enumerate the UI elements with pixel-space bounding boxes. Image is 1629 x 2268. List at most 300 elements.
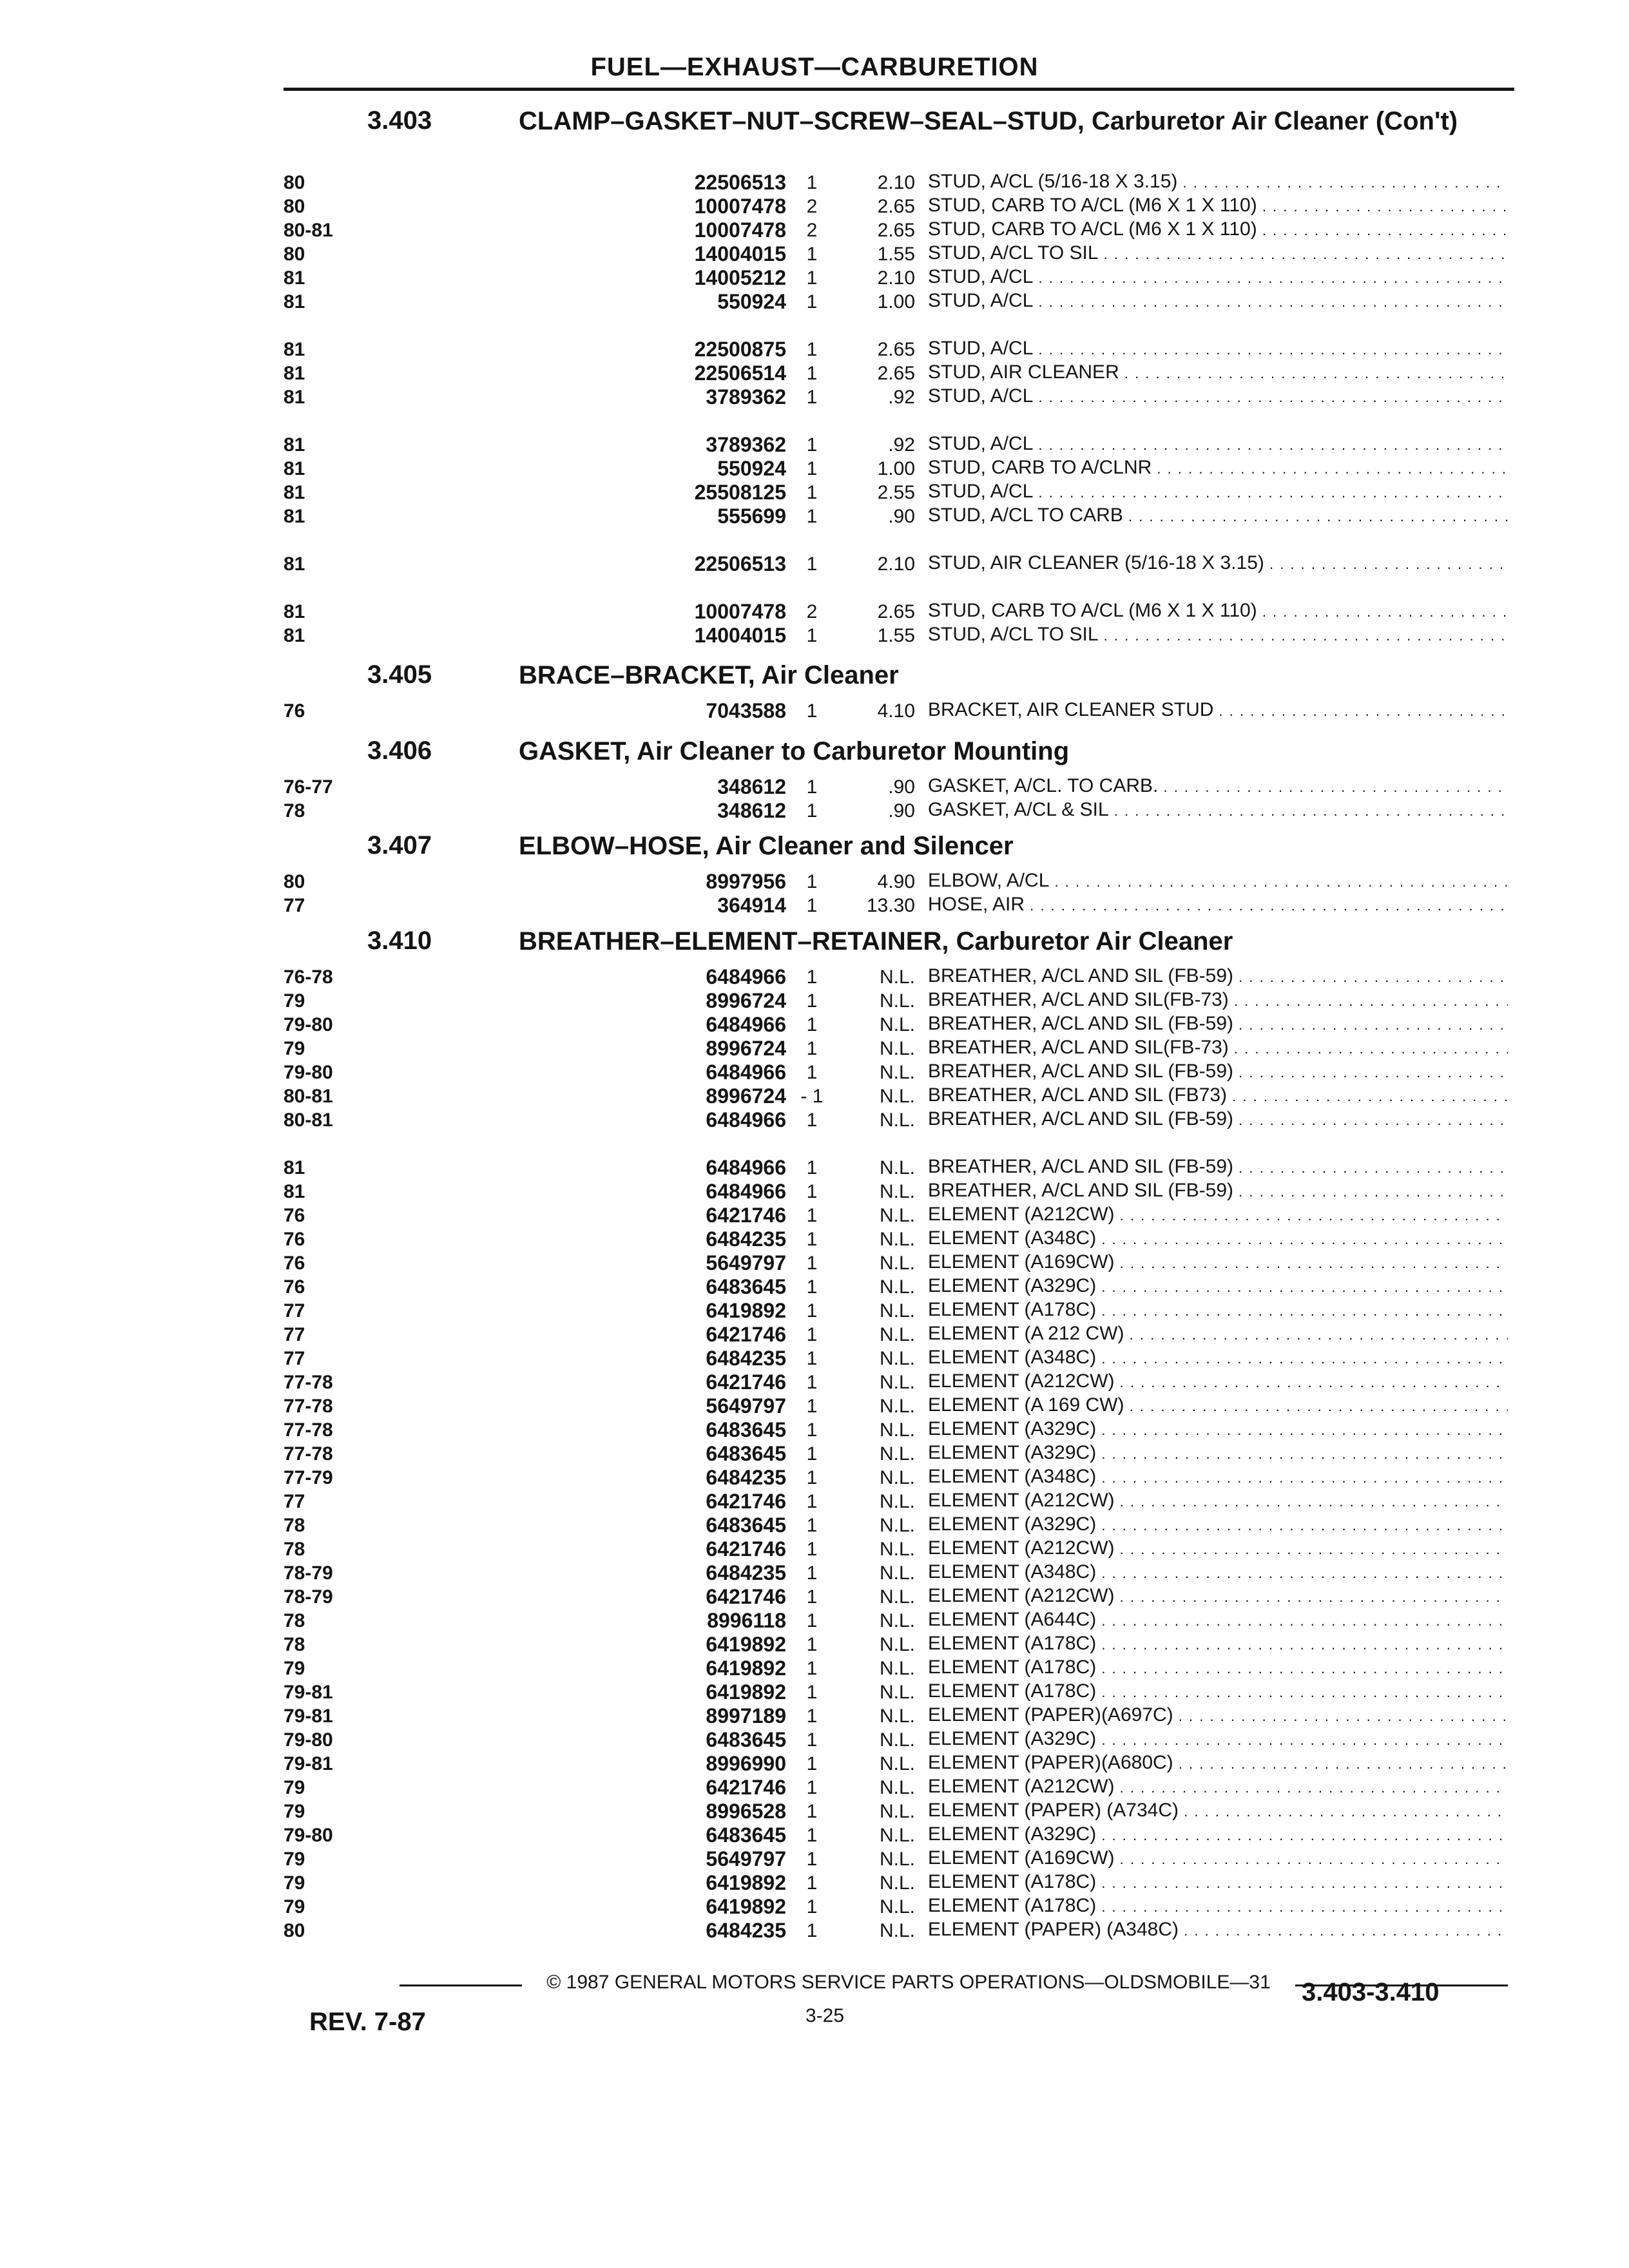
quantity: 1 [806, 1443, 818, 1465]
table-row [284, 195, 1508, 218]
quantity: 1 [806, 291, 818, 312]
part-name: STUD, A/CL . . . [928, 265, 1508, 290]
table-row [284, 965, 1508, 989]
model-year: 76 [284, 1205, 305, 1226]
part-number: 6484966 [706, 965, 786, 988]
part-name: STUD, CARB TO A/CL (M6 X 1 X 110) . . . [928, 193, 1508, 218]
quantity: 1 [806, 363, 818, 384]
part-number: 6484235 [706, 1466, 786, 1489]
price: N.L. [879, 1038, 915, 1059]
section-number: 3.407 [367, 831, 432, 860]
quantity: 1 [806, 1038, 818, 1059]
model-year: 81 [284, 291, 305, 312]
table-row [284, 1776, 1508, 1800]
part-name: ELEMENT (A169CW) . . . [928, 1846, 1508, 1871]
quantity: - 1 [800, 1086, 824, 1107]
model-year: 77-78 [284, 1419, 333, 1441]
model-year: 77 [284, 1324, 305, 1345]
quantity: 1 [806, 1419, 818, 1441]
quantity: 1 [806, 1562, 818, 1584]
table-row [284, 894, 1508, 918]
price: 2.65 [877, 339, 915, 360]
model-year: 79 [284, 990, 305, 1012]
table-row [284, 314, 1508, 361]
part-number: 6484235 [706, 1919, 786, 1942]
table-row [284, 699, 1508, 723]
quantity: 2 [806, 196, 818, 217]
model-year: 76 [284, 1253, 305, 1274]
table-row [284, 1299, 1508, 1323]
part-number: 6484235 [706, 1347, 786, 1370]
table-row [284, 361, 1508, 385]
part-name: BREATHER, A/CL AND SIL (FB-59) . . . [928, 1012, 1508, 1037]
part-number: 14004015 [694, 242, 786, 265]
price: N.L. [879, 1348, 915, 1369]
part-name: STUD, A/CL . . . [928, 432, 1508, 457]
quantity: 1 [806, 506, 818, 527]
part-number: 22500875 [694, 338, 786, 361]
model-year: 77-78 [284, 1443, 333, 1465]
table-row [284, 1680, 1508, 1704]
quantity: 1 [806, 1324, 818, 1345]
quantity: 1 [806, 1634, 818, 1655]
table-row [284, 1013, 1508, 1037]
quantity: 1 [806, 1777, 818, 1798]
part-name: ELEMENT (A178C) . . . [928, 1870, 1508, 1895]
table-row [284, 1204, 1508, 1227]
part-name: BREATHER, A/CL AND SIL (FB-59) . . . [928, 1178, 1508, 1204]
quantity: 1 [806, 1753, 818, 1774]
part-name: STUD, A/CL . . . [928, 384, 1508, 409]
quantity: 2 [806, 601, 818, 622]
quantity: 1 [806, 267, 818, 289]
quantity: 1 [806, 1896, 818, 1917]
quantity: 1 [806, 244, 818, 265]
price: 4.10 [877, 700, 915, 722]
part-name: ELEMENT (A212CW) . . . [928, 1488, 1508, 1514]
part-name: STUD, CARB TO A/CLNR . . . [928, 456, 1508, 481]
quantity: 1 [806, 1658, 818, 1679]
table-row [284, 1108, 1508, 1132]
section-number: 3.403 [367, 106, 432, 135]
model-year: 81 [284, 363, 305, 384]
quantity: 1 [806, 1539, 818, 1560]
model-year: 79-81 [284, 1706, 333, 1727]
part-number: 6421746 [706, 1537, 786, 1561]
price: N.L. [879, 1062, 915, 1083]
table-row [284, 1561, 1508, 1585]
part-name: ELEMENT (PAPER)(A697C) . . . [928, 1703, 1508, 1728]
model-year: 80-81 [284, 1086, 333, 1107]
price: N.L. [879, 1110, 915, 1131]
price: N.L. [879, 1372, 915, 1393]
quantity: 1 [806, 1372, 818, 1393]
table-row [284, 799, 1508, 823]
price: N.L. [879, 1276, 915, 1298]
part-name: ELEMENT (A212CW) . . . [928, 1536, 1508, 1561]
part-number: 6484966 [706, 1108, 786, 1131]
quantity: 1 [806, 1181, 818, 1202]
part-name: STUD, A/CL TO SIL . . . [928, 241, 1508, 266]
model-year: 76 [284, 1229, 305, 1250]
model-year: 81 [284, 1181, 305, 1202]
price: N.L. [879, 1205, 915, 1226]
price: 2.10 [877, 267, 915, 289]
section-title: BREATHER–ELEMENT–RETAINER, Carburetor Air Cleaner [519, 927, 1233, 956]
footer-copyright: © 1987 GENERAL MOTORS SERVICE PARTS OPERATIONS—OLDSMOBILE—31 [546, 1972, 1271, 1993]
part-number: 8996118 [707, 1609, 786, 1632]
model-year: 81 [284, 625, 305, 646]
section-title: BRACE–BRACKET, Air Cleaner [519, 661, 899, 689]
table-row [284, 1061, 1508, 1084]
model-year: 78-79 [284, 1586, 333, 1608]
page-title: FUEL—EXHAUST—CARBURETION [590, 53, 1039, 81]
part-name: ELEMENT (A348C) . . . [928, 1345, 1508, 1370]
quantity: 1 [806, 1205, 818, 1226]
part-number: 6484966 [706, 1061, 786, 1084]
part-name: STUD, A/CL . . . [928, 479, 1508, 505]
model-year: 81 [284, 506, 305, 527]
price: N.L. [879, 1539, 915, 1560]
section-number: 3.410 [367, 927, 432, 955]
model-year: 79-80 [284, 1014, 333, 1035]
footer-section-range: 3.403-3.410 [1302, 1978, 1440, 2006]
section-title: CLAMP–GASKET–NUT–SCREW–SEAL–STUD, Carburetor Air Cleaner (Con't) [519, 107, 1458, 135]
table-row [284, 1466, 1508, 1490]
table-row [284, 1132, 1508, 1180]
table-row [284, 1227, 1508, 1251]
quantity: 2 [806, 220, 818, 241]
part-number: 6484966 [706, 1156, 786, 1179]
part-name: ELEMENT (A348C) . . . [928, 1226, 1508, 1251]
part-name: ELEMENT (A178C) . . . [928, 1894, 1508, 1919]
table-row [284, 1347, 1508, 1370]
table-row [284, 1871, 1508, 1895]
part-number: 348612 [717, 775, 786, 798]
table-row [284, 1657, 1508, 1680]
model-year: 76 [284, 700, 305, 722]
part-name: BREATHER, A/CL AND SIL(FB-73) . . . [928, 988, 1508, 1013]
part-number: 14004015 [694, 624, 786, 647]
price: 2.65 [877, 601, 915, 622]
parts-table [284, 775, 1508, 823]
price: N.L. [879, 1825, 915, 1846]
price: 2.10 [877, 172, 915, 193]
part-name: BRACKET, AIR CLEANER STUD . . . [928, 698, 1508, 723]
model-year: 81 [284, 482, 305, 503]
table-row [284, 1728, 1508, 1752]
part-name: STUD, CARB TO A/CL (M6 X 1 X 110) . . . [928, 599, 1508, 624]
part-number: 3789362 [706, 385, 786, 408]
part-name: BREATHER, A/CL AND SIL(FB-73) . . . [928, 1035, 1508, 1061]
model-year: 80-81 [284, 1110, 333, 1131]
quantity: 1 [806, 1276, 818, 1298]
table-row [284, 1251, 1508, 1275]
part-number: 6483645 [706, 1275, 786, 1298]
quantity: 1 [806, 1920, 818, 1941]
quantity: 1 [806, 458, 818, 479]
price: .92 [888, 434, 915, 456]
table-row [284, 1633, 1508, 1657]
table-row [284, 242, 1508, 266]
part-number: 22506514 [694, 361, 786, 385]
price: N.L. [879, 1300, 915, 1321]
quantity: 1 [806, 482, 818, 503]
table-row [284, 1490, 1508, 1514]
model-year: 81 [284, 267, 305, 289]
part-number: 6483645 [706, 1514, 786, 1537]
model-year: 81 [284, 339, 305, 360]
quantity: 1 [806, 434, 818, 456]
table-row [284, 1037, 1508, 1061]
model-year: 78 [284, 800, 305, 822]
table-row [284, 1084, 1508, 1108]
model-year: 79 [284, 1777, 305, 1798]
section-number: 3.406 [367, 736, 432, 765]
model-year: 79 [284, 1801, 305, 1822]
footer-revision: REV. 7-87 [309, 2008, 426, 2036]
part-name: ELEMENT (A329C) . . . [928, 1274, 1508, 1299]
part-number: 25508125 [694, 481, 786, 504]
part-number: 5649797 [706, 1394, 786, 1418]
quantity: 1 [806, 1062, 818, 1083]
table-row [284, 1847, 1508, 1871]
table-row [284, 290, 1508, 314]
table-row [284, 1537, 1508, 1561]
table-row [284, 1609, 1508, 1633]
part-name: ELEMENT (A644C) . . . [928, 1608, 1508, 1633]
model-year: 77 [284, 1300, 305, 1321]
model-year: 76-77 [284, 776, 333, 798]
quantity: 1 [806, 1872, 818, 1894]
part-number: 6421746 [706, 1490, 786, 1513]
table-row [284, 1704, 1508, 1728]
part-number: 6419892 [706, 1657, 786, 1680]
quantity: 1 [806, 1300, 818, 1321]
price: N.L. [879, 1729, 915, 1751]
part-number: 6421746 [706, 1204, 786, 1227]
price: N.L. [879, 1443, 915, 1465]
part-number: 6421746 [706, 1776, 786, 1799]
part-number: 8996990 [706, 1752, 786, 1775]
part-name: GASKET, A/CL. TO CARB. . . . [928, 774, 1508, 799]
quantity: 1 [806, 966, 818, 988]
part-number: 550924 [717, 290, 786, 313]
part-name: ELEMENT (PAPER) (A734C) . . . [928, 1798, 1508, 1823]
price: 1.00 [877, 458, 915, 479]
price: N.L. [879, 1706, 915, 1727]
quantity: 1 [806, 776, 818, 798]
table-row [284, 1418, 1508, 1442]
quantity: 1 [806, 625, 818, 646]
model-year: 81 [284, 387, 305, 408]
part-name: ELEMENT (A329C) . . . [928, 1512, 1508, 1537]
model-year: 79-80 [284, 1825, 333, 1846]
price: N.L. [879, 1253, 915, 1274]
table-row [284, 385, 1508, 409]
price: N.L. [879, 1610, 915, 1631]
quantity: 1 [806, 1467, 818, 1488]
parts-table [284, 171, 1508, 648]
part-name: STUD, AIR CLEANER (5/16-18 X 3.15) . . . [928, 551, 1508, 576]
price: N.L. [879, 1872, 915, 1894]
model-year: 79 [284, 1872, 305, 1894]
price: N.L. [879, 1229, 915, 1250]
part-name: STUD, A/CL TO CARB . . . [928, 503, 1508, 528]
part-number: 6483645 [706, 1823, 786, 1847]
price: N.L. [879, 990, 915, 1012]
table-row [284, 775, 1508, 799]
part-name: ELEMENT (A 169 CW) . . . [928, 1393, 1508, 1418]
model-year: 79-80 [284, 1729, 333, 1751]
price: N.L. [879, 1634, 915, 1655]
part-name: ELEMENT (A178C) . . . [928, 1298, 1508, 1323]
table-row [284, 1275, 1508, 1299]
model-year: 78 [284, 1515, 305, 1536]
price: N.L. [879, 1896, 915, 1917]
table-row [284, 409, 1508, 457]
model-year: 81 [284, 601, 305, 622]
quantity: 1 [806, 1849, 818, 1870]
part-name: ELEMENT (A329C) . . . [928, 1727, 1508, 1752]
price: 1.00 [877, 291, 915, 312]
price: 2.10 [877, 553, 915, 575]
table-row [284, 1442, 1508, 1466]
quantity: 1 [806, 800, 818, 822]
table-row [284, 1919, 1508, 1943]
part-number: 22506513 [694, 552, 786, 575]
model-year: 78 [284, 1539, 305, 1560]
model-year: 81 [284, 1157, 305, 1178]
part-name: ELEMENT (A329C) . . . [928, 1417, 1508, 1442]
part-name: STUD, CARB TO A/CL (M6 X 1 X 110) . . . [928, 217, 1508, 242]
part-name: BREATHER, A/CL AND SIL (FB-59) . . . [928, 1059, 1508, 1084]
price: N.L. [879, 1562, 915, 1584]
table-row [284, 1180, 1508, 1204]
table-row [284, 1370, 1508, 1394]
part-name: ELEMENT (PAPER)(A680C) . . . [928, 1751, 1508, 1776]
part-number: 348612 [717, 799, 786, 822]
quantity: 1 [806, 1729, 818, 1751]
part-name: ELEMENT (A329C) . . . [928, 1441, 1508, 1466]
model-year: 80-81 [284, 220, 333, 241]
section-title: ELBOW–HOSE, Air Cleaner and Silencer [519, 832, 1014, 860]
part-name: BREATHER, A/CL AND SIL (FB-59) . . . [928, 964, 1508, 989]
quantity: 1 [806, 1229, 818, 1250]
parts-table [284, 699, 1508, 723]
part-name: STUD, AIR CLEANER . . . [928, 360, 1508, 385]
part-number: 6484966 [706, 1180, 786, 1203]
price: 1.55 [877, 244, 915, 265]
quantity: 1 [806, 871, 818, 892]
part-name: ELEMENT (A178C) . . . [928, 1655, 1508, 1680]
quantity: 1 [806, 339, 818, 360]
part-number: 8997189 [706, 1704, 786, 1727]
price: N.L. [879, 1181, 915, 1202]
quantity: 1 [806, 1706, 818, 1727]
part-number: 8996724 [706, 1037, 786, 1060]
table-row [284, 1895, 1508, 1919]
part-number: 6421746 [706, 1370, 786, 1394]
price: N.L. [879, 1086, 915, 1107]
part-number: 550924 [717, 457, 786, 480]
model-year: 76 [284, 1276, 305, 1298]
quantity: 1 [806, 1348, 818, 1369]
model-year: 76-78 [284, 966, 333, 988]
parts-table [284, 965, 1508, 1943]
part-number: 6484235 [706, 1227, 786, 1251]
quantity: 1 [806, 1825, 818, 1846]
price: 2.65 [877, 363, 915, 384]
price: 4.90 [877, 871, 915, 892]
parts-table [284, 870, 1508, 918]
model-year: 79 [284, 1038, 305, 1059]
table-row [284, 218, 1508, 242]
table-row [284, 1752, 1508, 1776]
model-year: 79-80 [284, 1062, 333, 1083]
model-year: 77-79 [284, 1467, 333, 1488]
part-number: 22506513 [694, 171, 786, 194]
price: N.L. [879, 1324, 915, 1345]
model-year: 77-78 [284, 1396, 333, 1417]
price: N.L. [879, 966, 915, 988]
part-number: 364914 [717, 894, 786, 917]
price: 2.55 [877, 482, 915, 503]
quantity: 1 [806, 700, 818, 722]
footer-rule-left [400, 1984, 522, 1986]
part-name: STUD, A/CL . . . [928, 336, 1508, 361]
model-year: 81 [284, 458, 305, 479]
quantity: 1 [806, 1491, 818, 1512]
table-row [284, 1394, 1508, 1418]
price: N.L. [879, 1014, 915, 1035]
part-name: BREATHER, A/CL AND SIL (FB-59) . . . [928, 1155, 1508, 1180]
table-row [284, 457, 1508, 481]
part-name: STUD, A/CL . . . [928, 289, 1508, 314]
price: N.L. [879, 1849, 915, 1870]
part-number: 6419892 [706, 1680, 786, 1704]
quantity: 1 [806, 172, 818, 193]
table-row [284, 1323, 1508, 1347]
price: 2.65 [877, 196, 915, 217]
price: .92 [888, 387, 915, 408]
price: 1.55 [877, 625, 915, 646]
part-number: 3789362 [706, 433, 786, 456]
table-row [284, 624, 1508, 648]
part-name: ELEMENT (A212CW) . . . [928, 1202, 1508, 1227]
part-name: GASKET, A/CL & SIL . . . [928, 798, 1508, 823]
part-name: BREATHER, A/CL AND SIL (FB-59) . . . [928, 1107, 1508, 1132]
model-year: 80 [284, 1920, 305, 1941]
part-name: ELBOW, A/CL . . . [928, 869, 1508, 894]
price: N.L. [879, 1396, 915, 1417]
price: .90 [888, 800, 915, 822]
quantity: 1 [806, 990, 818, 1012]
model-year: 80 [284, 871, 305, 892]
part-number: 8996528 [706, 1800, 786, 1823]
model-year: 79-81 [284, 1753, 333, 1774]
part-name: ELEMENT (A178C) . . . [928, 1679, 1508, 1704]
quantity: 1 [806, 895, 818, 916]
part-number: 8997956 [706, 870, 786, 893]
part-name: ELEMENT (A 212 CW) . . . [928, 1321, 1508, 1347]
part-number: 6483645 [706, 1442, 786, 1465]
part-number: 5649797 [706, 1251, 786, 1274]
model-year: 80 [284, 244, 305, 265]
price: N.L. [879, 1920, 915, 1941]
price: 2.65 [877, 220, 915, 241]
price: N.L. [879, 1586, 915, 1608]
